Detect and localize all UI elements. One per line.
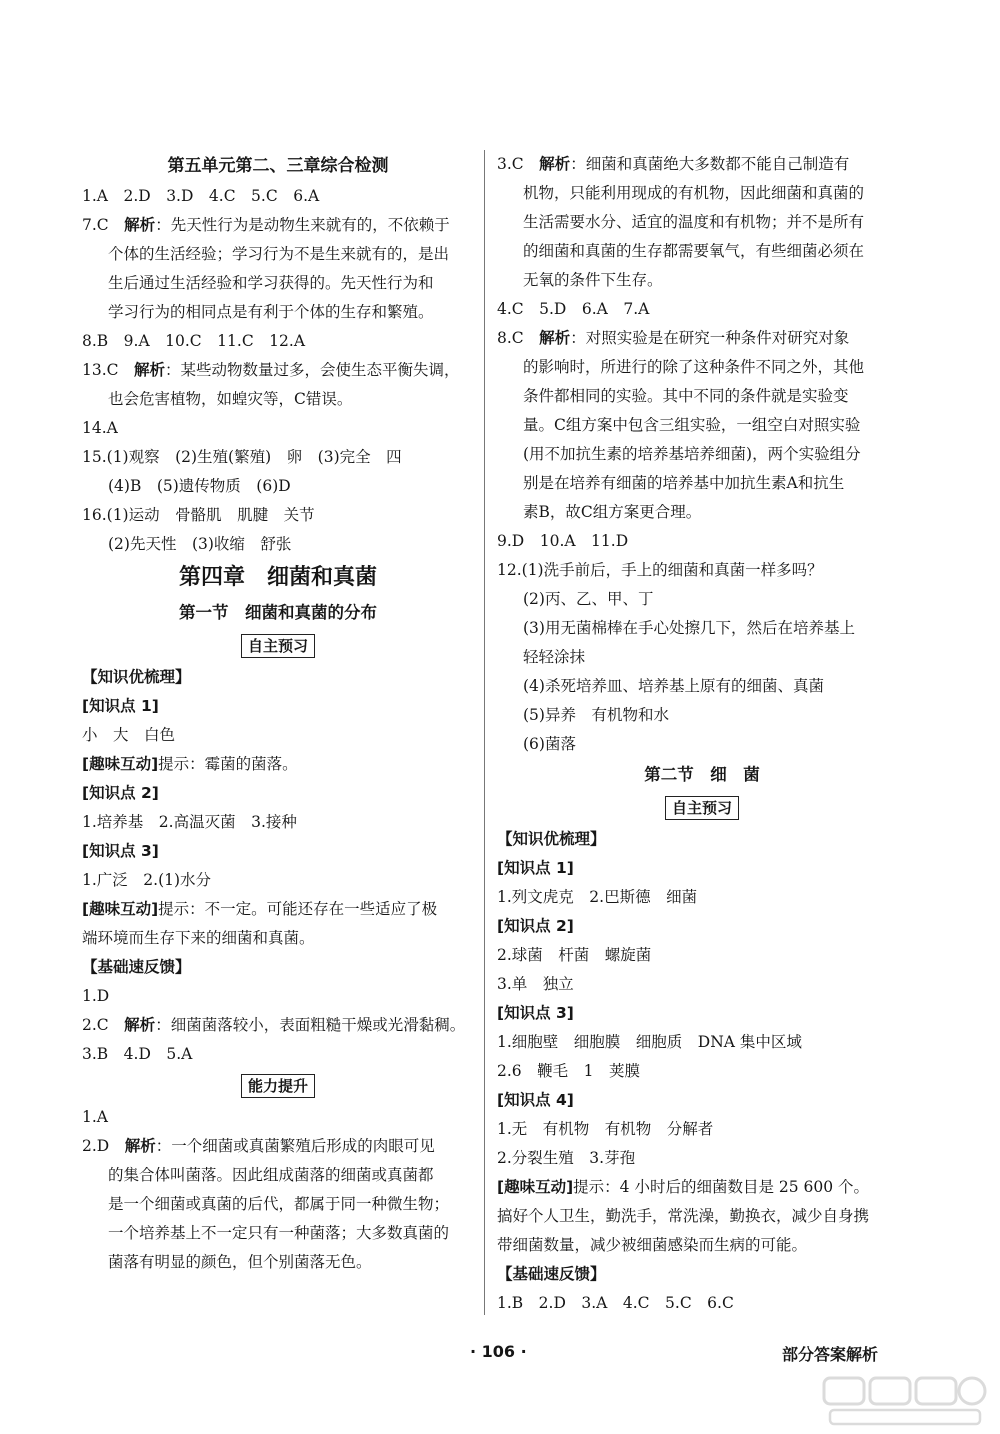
knowledge-heading: 【知识优梳理】 [497, 830, 606, 848]
answer-b2: 2.C 解析：细菌菌落较小，表面粗糙干燥或光滑黏稠。 [82, 1016, 466, 1034]
answer-line: 8.B 9.A 10.C 11.C 12.A [82, 332, 306, 350]
left-column [82, 150, 474, 1277]
basic-feedback-heading: 【基础速反馈】 [82, 958, 191, 976]
answer-text: 的细菌和真菌的生存都需要氧气，有些细菌必须在 [523, 242, 865, 260]
answer-text: 学习行为的相同点是有利于个体的生存和繁殖。 [108, 303, 434, 321]
answer-text: 无氧的条件下生存。 [523, 271, 663, 289]
answer-text: 的影响时，所进行的除了这种条件不同之外，其他 [523, 358, 865, 376]
answer-line: 3.B 4.D 5.A [82, 1045, 193, 1063]
answer-text: 素B，故C组方案更合理。 [523, 503, 702, 521]
answer-text: (用不加抗生素的培养基培养细菌)，两个实验组分 [523, 445, 861, 463]
unit-title: 第五单元第二、三章综合检测 [167, 156, 389, 176]
knowledge-point: [知识点 2] [497, 917, 574, 935]
answer-text: 个体的生活经验；学习行为不是生来就有的，是出 [108, 245, 450, 263]
answer-line: (2)丙、乙、甲、丁 [523, 590, 654, 608]
right-column [497, 150, 907, 1318]
answer-line: 12.(1)洗手前后，手上的细菌和真菌一样多吗？ [497, 561, 823, 579]
answer-line: 小 大 白色 [82, 726, 176, 744]
answer-line: (4)杀死培养皿、培养基上原有的细菌、真菌 [523, 677, 824, 695]
ability-box: 能力提升 [241, 1074, 315, 1098]
answer-line: 1.D [82, 987, 110, 1005]
fun-interaction: [趣味互动]提示：霉菌的菌落。 [82, 755, 298, 773]
answer-n2: 2.D 解析：一个细菌或真菌繁殖后形成的肉眼可见 [82, 1137, 435, 1155]
answer-line: 1.列文虎克 2.巴斯德 细菌 [497, 888, 698, 906]
answer-r3: 3.C 解析：细菌和真菌绝大多数都不能自己制造有 [497, 155, 850, 173]
answer-line: 14.A [82, 419, 118, 437]
answer-line: 2.分裂生殖 3.芽孢 [497, 1149, 636, 1167]
answer-line: 1.培养基 2.高温灭菌 3.接种 [82, 813, 297, 831]
knowledge-point: [知识点 3] [82, 842, 159, 860]
page-number: · 106 · [470, 1342, 527, 1361]
answer-line: 1.B 2.D 3.A 4.C 5.C 6.C [497, 1294, 734, 1312]
answer-text: 是一个细菌或真菌的后代，都属于同一种微生物； [108, 1195, 450, 1213]
answer-text: 条件都相同的实验。其中不同的条件就是实验变 [523, 387, 849, 405]
section-title: 第二节 细 菌 [644, 765, 760, 784]
answer-line: 4.C 5.D 6.A 7.A [497, 300, 650, 318]
knowledge-point: [知识点 1] [82, 697, 159, 715]
answer-text: 带细菌数量，减少被细菌感染而生病的可能。 [497, 1236, 808, 1254]
answer-line: 2.球菌 杆菌 螺旋菌 [497, 946, 652, 964]
self-study-box: 自主预习 [241, 634, 315, 658]
knowledge-point: [知识点 2] [82, 784, 159, 802]
answer-text: 一个培养基上不一定只有一种菌落；大多数真菌的 [108, 1224, 450, 1242]
answer-text: 生活需要水分、适宜的温度和有机物；并不是所有 [523, 213, 865, 231]
answer-text: 量。C组方案中包含三组实验，一组空白对照实验 [523, 416, 861, 434]
answer-text: 端环境而生存下来的细菌和真菌。 [82, 929, 315, 947]
answer-line: (3)用无菌棉棒在手心处擦几下，然后在培养基上 [523, 619, 855, 637]
knowledge-heading: 【知识优梳理】 [82, 668, 191, 686]
answer-line: 2.6 鞭毛 1 荚膜 [497, 1062, 641, 1080]
answer-line: (4)B (5)遗传物质 (6)D [108, 477, 291, 495]
answer-text: 也会危害植物，如蝗灾等，C错误。 [108, 390, 353, 408]
answer-line: 3.单 独立 [497, 975, 574, 993]
answer-text: 的集合体叫菌落。因此组成菌落的细菌或真菌都 [108, 1166, 434, 1184]
section-title: 第一节 细菌和真菌的分布 [179, 603, 377, 622]
self-study-box: 自主预习 [665, 796, 739, 820]
answer-line: 16.(1)运动 骨骼肌 肌腱 关节 [82, 506, 315, 524]
answer-line: 1.细胞壁 细胞膜 细胞质 DNA 集中区域 [497, 1033, 802, 1051]
answer-text: 别是在培养有细菌的培养基中加抗生素A和抗生 [523, 474, 845, 492]
answer-line: 1.广泛 2.(1)水分 [82, 871, 212, 889]
answer-line: 1.A 2.D 3.D 4.C 5.C 6.A [82, 187, 320, 205]
answer-text: 生后通过生活经验和学习获得的。先天性行为和 [108, 274, 434, 292]
answer-line: 15.(1)观察 (2)生殖(繁殖) 卵 (3)完全 四 [82, 448, 402, 466]
answer-line: 1.A [82, 1108, 108, 1126]
knowledge-point: [知识点 3] [497, 1004, 574, 1022]
watermark-logo [820, 1372, 992, 1428]
answer-text: 机物，只能利用现成的有机物，因此细菌和真菌的 [523, 184, 865, 202]
chapter-title: 第四章 细菌和真菌 [178, 565, 377, 590]
answer-line: 9.D 10.A 11.D [497, 532, 629, 550]
footer-label: 部分答案解析 [782, 1345, 879, 1364]
knowledge-point: [知识点 1] [497, 859, 574, 877]
answer-q7: 7.C 解析：先天性行为是动物生来就有的，不依赖于 [82, 216, 450, 234]
answer-q13: 13.C 解析：某些动物数量过多，会使生态平衡失调， [82, 361, 460, 379]
column-divider [484, 150, 485, 1315]
answer-line: (2)先天性 (3)收缩 舒张 [108, 535, 292, 553]
knowledge-point: [知识点 4] [497, 1091, 574, 1109]
answer-text: 菌落有明显的颜色，但个别菌落无色。 [108, 1253, 372, 1271]
fun-interaction: [趣味互动]提示：4 小时后的细菌数目是 25 600 个。 [497, 1178, 870, 1196]
answer-line: (5)异养 有机物和水 [523, 706, 669, 724]
basic-feedback-heading: 【基础速反馈】 [497, 1265, 606, 1283]
answer-r8: 8.C 解析：对照实验是在研究一种条件对研究对象 [497, 329, 850, 347]
answer-line: 轻轻涂抹 [523, 648, 586, 666]
answer-text: 搞好个人卫生，勤洗手，常洗澡，勤换衣，减少自身携 [497, 1207, 870, 1225]
answer-line: (6)菌落 [523, 735, 576, 753]
fun-interaction: [趣味互动]提示：不一定。可能还存在一些适应了极 [82, 900, 438, 918]
answer-line: 1.无 有机物 有机物 分解者 [497, 1120, 714, 1138]
